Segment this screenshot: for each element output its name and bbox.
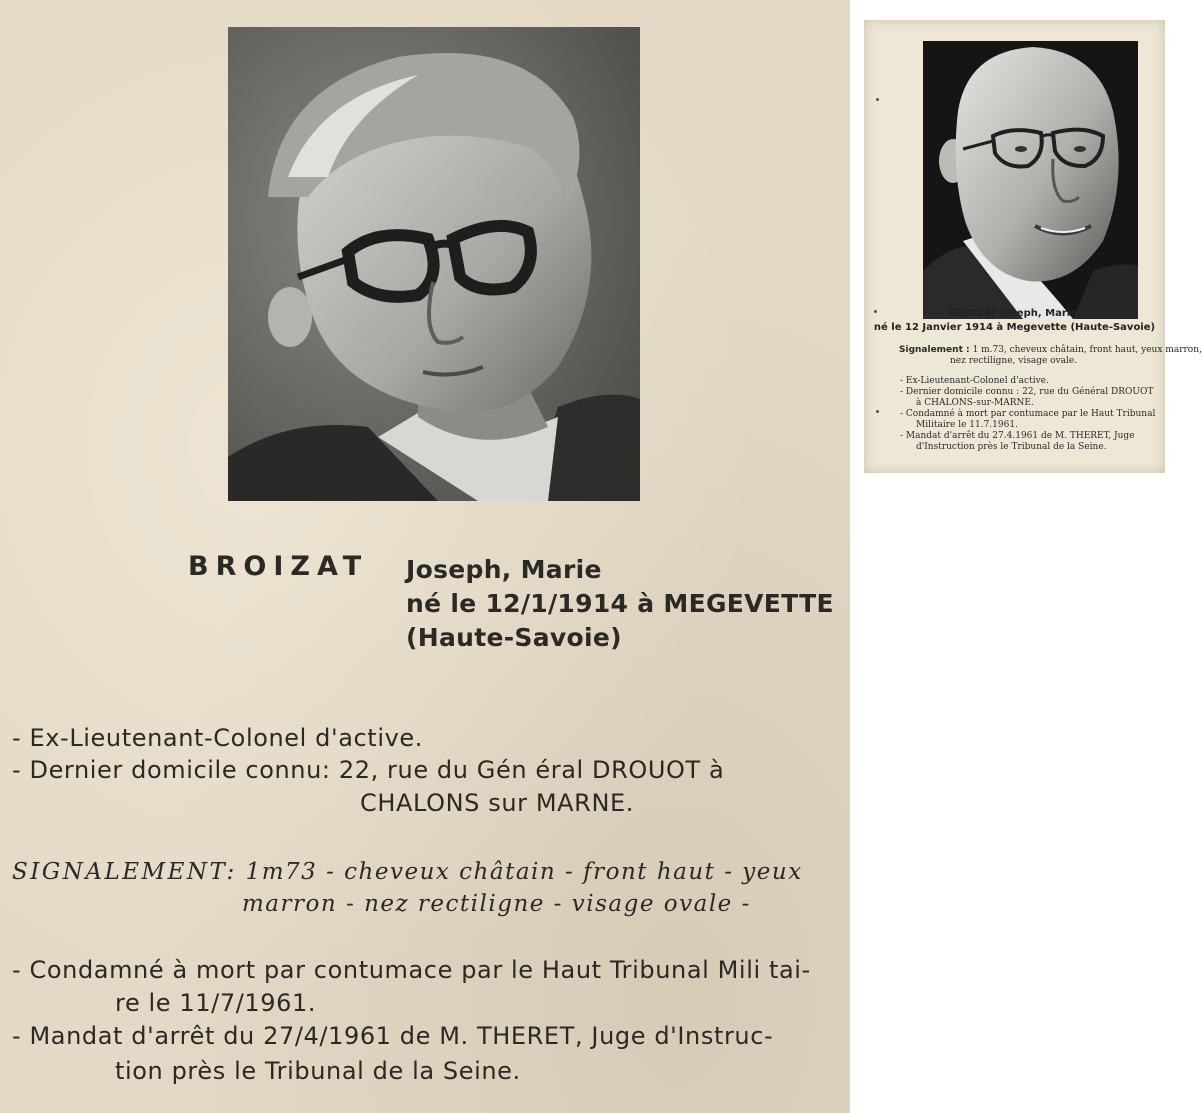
surname-large: BROIZAT	[188, 551, 369, 582]
signalement-line1-small: Signalement : 1 m.73, cheveux châtain, front haut, yeux marron,	[899, 345, 1202, 355]
warrant-line1-small: - Mandat d'arrêt du 27.4.1961 de M. THERET, Juge	[900, 431, 1135, 441]
domicile-line2-small: à CHALONS-sur-MARNE.	[916, 398, 1034, 408]
domicile-line2-large: CHALONS sur MARNE.	[360, 789, 635, 817]
portrait-photo-small	[923, 41, 1138, 319]
wanted-notice-small	[864, 20, 1202, 473]
condemned-line2-large: re le 11/7/1961.	[115, 989, 317, 1017]
birth-line-small: né le 12 Janvier 1914 à Megevette (Haute-Savoie)	[873, 322, 1156, 333]
birth-line-large: né le 12/1/1914 à MEGEVETTE	[406, 589, 834, 618]
signalement-label-large: SIGNALEMENT:	[12, 859, 237, 885]
domicile-line1-large: - Dernier domicile connu: 22, rue du Gén éral DROUOT à	[12, 756, 725, 784]
signalement-block-large	[12, 856, 803, 920]
warrant-line2-large: tion près le Tribunal de la Seine.	[115, 1057, 521, 1085]
identity-block-large	[406, 553, 834, 655]
birth-region-large: (Haute-Savoie)	[406, 623, 622, 652]
paper-speck	[876, 98, 879, 101]
name-line-small: BROIZAT Joseph, Marie,	[948, 308, 1081, 319]
condemned-line1-small: - Condamné à mort par contumace par le Haut Tribunal	[900, 409, 1156, 419]
condemned-line2-small: Militaire le 11.7.1961.	[916, 420, 1018, 430]
given-names-large: Joseph, Marie	[406, 555, 602, 584]
signalement-line2-large: marron - nez rectiligne - visage ovale -	[242, 891, 751, 917]
warrant-line2-small: d'Instruction près le Tribunal de la Seine.	[916, 442, 1107, 452]
rank-line-large: - Ex-Lieutenant-Colonel d'active.	[12, 724, 423, 752]
portrait-photo-large	[228, 27, 640, 501]
signalement-label-small: Signalement :	[899, 345, 970, 355]
condemned-line1-large: - Condamné à mort par contumace par le Haut Tribunal Mili tai-	[12, 956, 811, 984]
domicile-line1-small: - Dernier domicile connu : 22, rue du Général DROUOT	[900, 387, 1154, 397]
signalement-line1-large: 1m73 - cheveux châtain - front haut - yeux	[245, 859, 803, 885]
signalement-line2-small: nez rectiligne, visage ovale.	[950, 356, 1078, 366]
rank-line-small: - Ex-Lieutenant-Colonel d'active.	[900, 376, 1049, 386]
paper-speck	[874, 310, 877, 313]
warrant-line1-large: - Mandat d'arrêt du 27/4/1961 de M. THERET, Juge d'Instruc-	[12, 1022, 774, 1050]
paper-speck	[876, 410, 879, 413]
